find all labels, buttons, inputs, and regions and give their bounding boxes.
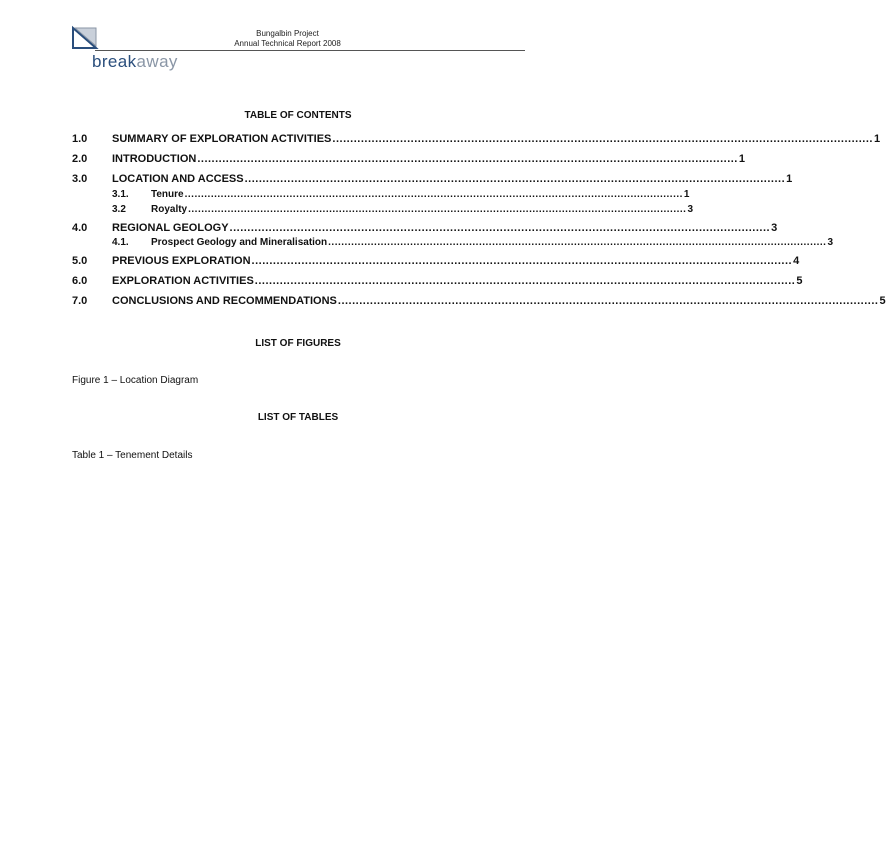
toc-entry-page: 5 xyxy=(796,275,803,287)
header-project: Bungalbin Project xyxy=(256,29,319,38)
tables-title: LIST OF TABLES xyxy=(257,412,339,423)
toc-entry-label: REGIONAL GEOLOGY xyxy=(112,222,229,234)
toc-title: TABLE OF CONTENTS xyxy=(244,110,352,121)
toc-subentry[interactable] xyxy=(72,203,693,216)
toc-entry[interactable] xyxy=(72,222,778,235)
header-rule xyxy=(95,50,525,51)
toc-entry-label: EXPLORATION ACTIVITIES xyxy=(112,275,254,287)
toc-entry-label: Prospect Geology and Mineralisation xyxy=(151,237,328,248)
toc-entry-label: PREVIOUS EXPLORATION xyxy=(112,255,251,267)
toc-leader: ........................................................................................................................................................ xyxy=(254,275,796,287)
toc-leader: ........................................................................................................................................................ xyxy=(184,189,683,200)
toc-entry-number: 3.2 xyxy=(112,204,126,215)
toc-entry-number: 3.1. xyxy=(112,189,129,200)
toc-entry-number: 2.0 xyxy=(72,153,88,165)
toc-entry-page: 3 xyxy=(771,222,778,234)
toc-entry-page: 3 xyxy=(827,237,834,248)
logo-word-break: break xyxy=(92,52,137,71)
toc-entry-label: Tenure xyxy=(151,189,184,200)
breakaway-logo-icon xyxy=(72,27,98,49)
toc-entry-page: 4 xyxy=(793,255,800,267)
toc-entry[interactable] xyxy=(72,255,800,268)
toc-entry-number: 4.0 xyxy=(72,222,88,234)
toc-leader: ........................................................................................................................................................ xyxy=(188,204,687,215)
breakaway-logo xyxy=(92,52,178,72)
toc-leader: ........................................................................................................................................................ xyxy=(337,295,879,307)
toc-entry-label: SUMMARY OF EXPLORATION ACTIVITIES xyxy=(112,133,332,145)
toc-leader: ........................................................................................................................................................ xyxy=(332,133,873,145)
toc-entry-number: 6.0 xyxy=(72,275,88,287)
toc-leader: ........................................................................................................................................................ xyxy=(251,255,793,267)
toc-entry[interactable] xyxy=(72,173,793,186)
toc-entry-page: 1 xyxy=(873,133,881,145)
toc-entry-page: 1 xyxy=(786,173,793,185)
logo-word-away: away xyxy=(136,52,178,71)
toc-entry-page: 1 xyxy=(683,189,690,200)
toc-entry-label: LOCATION AND ACCESS xyxy=(112,173,244,185)
figure-list-item[interactable]: Figure 1 – Location Diagram xyxy=(72,375,199,386)
toc-leader: ........................................................................................................................................................ xyxy=(229,222,771,234)
toc-entry-page: 3 xyxy=(687,204,693,215)
toc-entry[interactable] xyxy=(72,295,886,308)
toc-entry-number: 3.0 xyxy=(72,173,88,185)
toc-entry-label: INTRODUCTION xyxy=(112,153,197,165)
figures-title: LIST OF FIGURES xyxy=(255,338,341,349)
toc-leader: ........................................................................................................................................................ xyxy=(244,173,786,185)
toc-leader: ........................................................................................................................................................ xyxy=(328,237,827,248)
toc-entry-page: 1 xyxy=(738,153,745,165)
toc-subentry[interactable] xyxy=(72,188,690,201)
table-list-item[interactable]: Table 1 – Tenement Details xyxy=(72,450,193,461)
toc-entry-number: 1.0 xyxy=(72,133,88,145)
toc-entry-page: 5 xyxy=(879,295,886,307)
toc-entry-number: 7.0 xyxy=(72,295,88,307)
toc-entry-number: 4.1. xyxy=(112,237,129,248)
toc-entry[interactable] xyxy=(72,133,881,146)
toc-entry-label: Royalty xyxy=(151,204,188,215)
toc-subentry[interactable] xyxy=(72,236,834,249)
toc-entry-number: 5.0 xyxy=(72,255,88,267)
toc-leader: ........................................................................................................................................................ xyxy=(197,153,738,165)
toc-entry[interactable] xyxy=(72,275,803,288)
toc-entry-label: CONCLUSIONS AND RECOMMENDATIONS xyxy=(112,295,337,307)
toc-entry[interactable] xyxy=(72,153,745,166)
header-report: Annual Technical Report 2008 xyxy=(234,39,341,48)
running-header xyxy=(200,29,375,49)
